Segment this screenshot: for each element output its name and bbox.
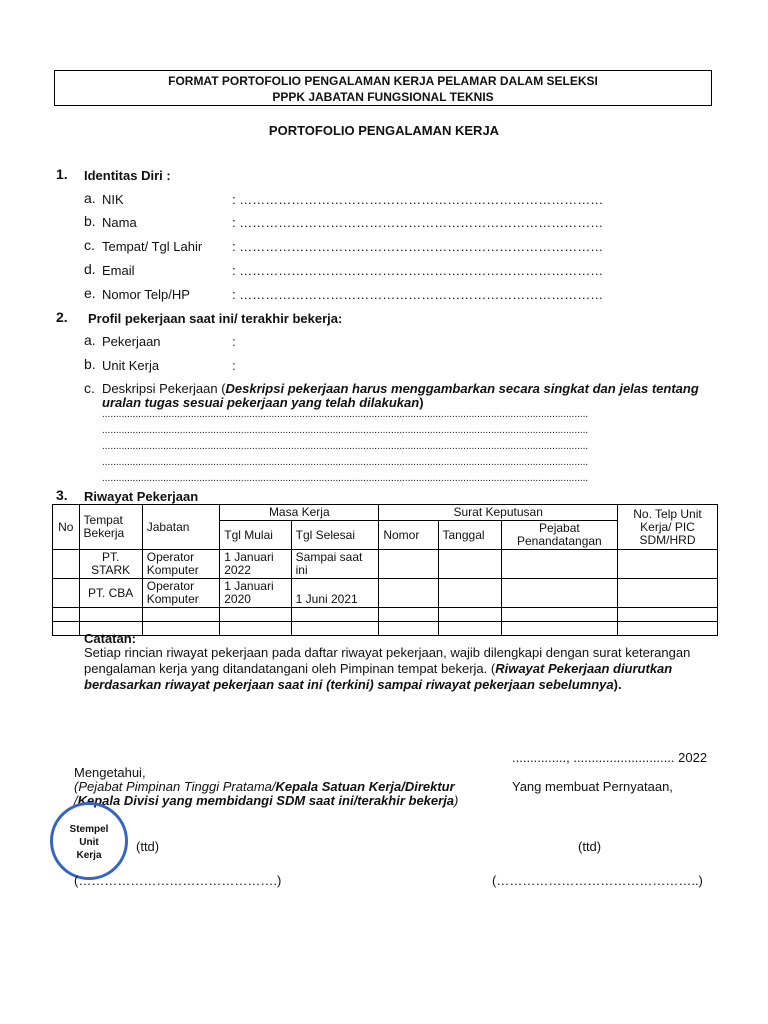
cell-tgl-selesai[interactable]: 1 Juni 2021	[291, 579, 379, 608]
header-tgl-selesai: Tgl Selesai	[291, 521, 379, 550]
stamp-text-3: Kerja	[76, 850, 102, 861]
header-telp: No. Telp Unit Kerja/ PIC SDM/HRD	[618, 505, 718, 550]
nama-label: Nama	[102, 215, 137, 230]
item-letter: a.	[84, 190, 96, 206]
note-title: Catatan:	[84, 631, 137, 646]
cell-tgl-mulai[interactable]: 1 Januari 2022	[220, 550, 291, 579]
cell-pejabat[interactable]	[501, 608, 617, 622]
header-box	[54, 70, 712, 106]
section-3-title: Riwayat Pekerjaan	[84, 489, 199, 504]
item-letter: d.	[84, 261, 96, 277]
cell-pejabat[interactable]	[501, 579, 617, 608]
cell-no[interactable]	[53, 550, 80, 579]
cell-jabatan[interactable]	[142, 608, 220, 622]
cell-tanggal[interactable]	[438, 608, 501, 622]
description-label-text: Deskripsi Pekerjaan (	[102, 381, 226, 396]
cell-jabatan[interactable]: Operator Komputer	[142, 579, 220, 608]
note-line-3-close: ).	[613, 677, 622, 692]
declarant-name-field[interactable]: (………………………………………..)	[492, 873, 703, 888]
dot-line: ...............................................................................................................................................................................	[102, 409, 589, 420]
approver-title-1	[74, 779, 455, 794]
declarant-title: Yang membuat Pernyataan,	[512, 779, 673, 794]
table-row	[53, 608, 718, 622]
unit-kerja-label: Unit Kerja	[102, 358, 160, 373]
section-3-number: 3.	[56, 487, 68, 503]
stamp-circle	[50, 802, 128, 880]
pekerjaan-label: Pekerjaan	[102, 334, 161, 349]
cell-tempat[interactable]: PT. STARK	[79, 550, 142, 579]
nik-field[interactable]: : …………………………………………………………………………	[232, 192, 604, 207]
note-line-2-text: pengalaman kerja yang ditandatangani oleh Pimpinan tempat bekerja. (	[84, 661, 496, 676]
stamp-text-2: Unit	[79, 837, 99, 848]
note-line-2	[84, 661, 672, 676]
description-close: )	[419, 395, 424, 410]
unit-kerja-field[interactable]: :	[232, 358, 236, 373]
approver-title-2-emphasis: Kepala Divisi yang membidangi SDM saat ini/terakhir bekerja	[77, 793, 455, 808]
table-row	[53, 579, 718, 608]
cell-no[interactable]	[53, 608, 80, 622]
item-letter: b.	[84, 213, 96, 229]
cell-pejabat[interactable]	[501, 622, 617, 636]
header-surat-keputusan: Surat Keputusan	[379, 505, 618, 521]
date-line[interactable]: ..............., ............................ 2022	[512, 750, 708, 765]
description-label	[102, 381, 699, 396]
header-jabatan: Jabatan	[142, 505, 220, 550]
header-no: No	[53, 505, 80, 550]
cell-tanggal[interactable]	[438, 579, 501, 608]
table-row	[53, 550, 718, 579]
cell-tgl-selesai[interactable]	[291, 608, 379, 622]
phone-label: Nomor Telp/HP	[102, 287, 190, 302]
cell-tanggal[interactable]	[438, 550, 501, 579]
birth-field[interactable]: : …………………………………………………………………………	[232, 239, 604, 254]
item-letter: b.	[84, 356, 96, 372]
email-label: Email	[102, 263, 135, 278]
description-note-2: uralan tugas sesuai pekerjaan yang telah dilakukan	[102, 395, 420, 410]
item-letter: a.	[84, 332, 96, 348]
header-line-2: PPPK JABATAN FUNGSIONAL TEKNIS	[272, 90, 494, 104]
mengetahui-label: Mengetahui,	[74, 765, 146, 780]
section-2-title: Profil pekerjaan saat ini/ terakhir bekerja:	[88, 311, 343, 326]
cell-tempat[interactable]: PT. CBA	[79, 579, 142, 608]
cell-telp[interactable]	[618, 608, 718, 622]
cell-tempat[interactable]	[79, 608, 142, 622]
approver-title-2-close: )	[454, 793, 459, 808]
phone-field[interactable]: : …………………………………………………………………………	[232, 287, 604, 302]
work-history-table	[52, 504, 718, 636]
approver-title-1-emphasis: Kepala Satuan Kerja/Direktur	[275, 779, 455, 794]
table-row	[53, 622, 718, 636]
cell-telp[interactable]	[618, 550, 718, 579]
item-letter: c.	[84, 380, 95, 396]
note-line-3-emphasis: berdasarkan riwayat pekerjaan saat ini (terkini) sampai riwayat pekerjaan sebelumnya	[84, 677, 614, 692]
dot-line: ...............................................................................................................................................................................	[102, 425, 589, 436]
cell-nomor[interactable]	[379, 550, 438, 579]
cell-tgl-mulai[interactable]	[220, 608, 291, 622]
header-tgl-mulai: Tgl Mulai	[220, 521, 291, 550]
dot-line: ...............................................................................................................................................................................	[102, 457, 589, 468]
header-pejabat: Pejabat Penandatangan	[501, 521, 617, 550]
header-nomor: Nomor	[379, 521, 438, 550]
description-note-1: Deskripsi pekerjaan harus menggambarkan secara singkat dan jelas tentang	[225, 381, 699, 396]
cell-nomor[interactable]	[379, 579, 438, 608]
cell-tgl-mulai[interactable]	[220, 622, 291, 636]
cell-tgl-selesai[interactable]	[291, 622, 379, 636]
nama-field[interactable]: : …………………………………………………………………………	[232, 215, 604, 230]
cell-tgl-selesai[interactable]: Sampai saat ini	[291, 550, 379, 579]
document-title: PORTOFOLIO PENGALAMAN KERJA	[268, 123, 500, 138]
approver-title-1-text: (Pejabat Pimpinan Tinggi Pratama/	[74, 779, 276, 794]
ttd-left: (ttd)	[136, 839, 160, 854]
header-line-1: FORMAT PORTOFOLIO PENGALAMAN KERJA PELAMAR DALAM SELEKSI	[168, 74, 598, 88]
note-line-1: Setiap rincian riwayat pekerjaan pada daftar riwayat pekerjaan, wajib dilengkapi dengan surat keterangan	[84, 645, 691, 660]
note-line-3	[84, 677, 622, 692]
note-line-2-emphasis: Riwayat Pekerjaan diurutkan	[495, 661, 673, 676]
section-1-title: Identitas Diri :	[84, 168, 171, 183]
approver-title-2	[74, 793, 458, 808]
cell-telp[interactable]	[618, 579, 718, 608]
ttd-right: (ttd)	[578, 839, 602, 854]
birth-label: Tempat/ Tgl Lahir	[102, 239, 203, 254]
approver-name-field[interactable]: (……………………………………….)	[74, 873, 282, 888]
approver-title-2-slash: /	[74, 793, 78, 808]
dot-line: ...............................................................................................................................................................................	[102, 441, 589, 452]
stamp-text-1: Stempel	[69, 824, 109, 835]
header-tempat: Tempat Bekerja	[79, 505, 142, 550]
nik-label: NIK	[102, 192, 124, 207]
cell-tgl-mulai[interactable]: 1 Januari 2020	[220, 579, 291, 608]
cell-pejabat[interactable]	[501, 550, 617, 579]
dot-line: ...............................................................................................................................................................................	[102, 473, 589, 484]
section-2-number: 2.	[56, 309, 68, 325]
cell-no[interactable]	[53, 622, 80, 636]
cell-no[interactable]	[53, 579, 80, 608]
item-letter: c.	[84, 237, 95, 253]
cell-telp[interactable]	[618, 622, 718, 636]
email-field[interactable]: : …………………………………………………………………………	[232, 263, 604, 278]
header-tanggal: Tanggal	[438, 521, 501, 550]
cell-jabatan[interactable]	[142, 622, 220, 636]
cell-jabatan[interactable]: Operator Komputer	[142, 550, 220, 579]
pekerjaan-field[interactable]: :	[232, 334, 236, 349]
description-label-cont	[102, 395, 424, 410]
item-letter: e.	[84, 285, 96, 301]
section-1-number: 1.	[56, 166, 68, 182]
cell-nomor[interactable]	[379, 608, 438, 622]
cell-tanggal[interactable]	[438, 622, 501, 636]
header-masa-kerja: Masa Kerja	[220, 505, 379, 521]
cell-nomor[interactable]	[379, 622, 438, 636]
